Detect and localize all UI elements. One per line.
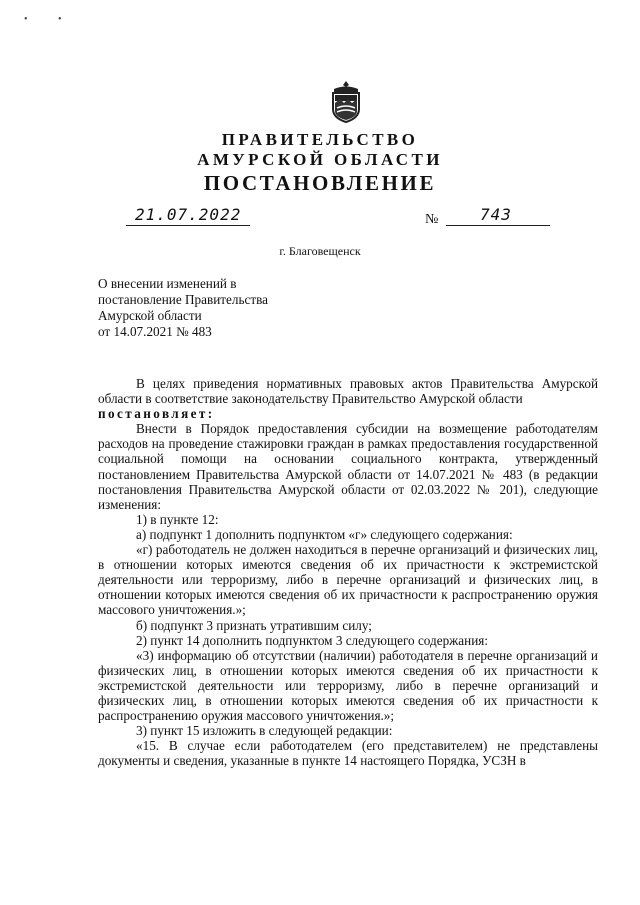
paragraph: а) подпункт 1 дополнить подпунктом «г» следующего содержания:: [136, 526, 513, 542]
number-sign: №: [425, 212, 439, 227]
paragraph: 3) пункт 15 изложить в следующей редакции:: [136, 723, 393, 739]
subject-line: Амурской области: [98, 308, 202, 323]
intro-paragraph: В целях приведения нормативных правовых актов Правительства Амурской области в соответствие законодательству Правительство Амурской области: [98, 376, 598, 407]
paragraph: «г) работодатель не должен находиться в перечне организаций и физических лиц, в отношении которых имеются сведения об их причастности к экстремистской деятельности или терроризму, либо в перечне организаций и физических лиц, в отношении которых имеются сведения об их причастности к распространению оружия массового уничтожения.»;: [98, 542, 598, 618]
paragraph: «15. В случае если работодателем (его представителем) не представлены документы и сведения, указанные в пункте 14 настоящего Порядка, УСЗН в: [98, 738, 598, 769]
subject-line: О внесении изменений в: [98, 276, 237, 291]
document-number: 743: [480, 205, 512, 224]
document-title: ПОСТАНОВЛЕНИЕ: [203, 171, 437, 195]
city: г. Благовещенск: [279, 244, 361, 258]
paragraph: «3) информацию об отсутствии (наличии) работодателя в перечне организаций и физических лиц, в отношении которых имеются сведения об их причастности к экстремистской деятельности или терроризму, либо в перечне организаций и физических лиц, в отношении которых имеются сведения об их причастности к распространению оружия массового уничтожения.»;: [98, 647, 598, 724]
paragraph: Внести в Порядок предоставления субсидии на возмещение работодателям расходов на проведение стажировки граждан в рамках предоставления государственной социальной помощи на основании социального контракта, утвержденный постановлением Правительства Амурской области от 14.07.2021 № 483 (в редакции постановления Правительства Амурской области от 02.03.2022 № 201), следующие изменения:: [98, 421, 598, 512]
date-underline: [126, 225, 250, 226]
coat-of-arms-icon: [329, 81, 363, 123]
number-underline: [446, 225, 550, 226]
subject-line: от 14.07.2021 № 483: [98, 324, 212, 339]
document-subject: [98, 276, 358, 340]
paragraph: 1) в пункте 12:: [136, 511, 219, 527]
region-name: АМУРСКОЙ ОБЛАСТИ: [197, 150, 443, 169]
resolves-heading: постановляет:: [98, 406, 215, 422]
paragraph: б) подпункт 3 признать утратившим силу;: [136, 617, 372, 633]
scan-marks: • •: [24, 14, 76, 25]
subject-line: постановление Правительства: [98, 292, 269, 307]
paragraph: 2) пункт 14 дополнить подпунктом 3 следующего содержания:: [136, 632, 488, 648]
government-name: ПРАВИТЕЛЬСТВО: [221, 130, 419, 149]
document-body: [98, 376, 598, 768]
document-date: 21.07.2022: [135, 205, 242, 224]
